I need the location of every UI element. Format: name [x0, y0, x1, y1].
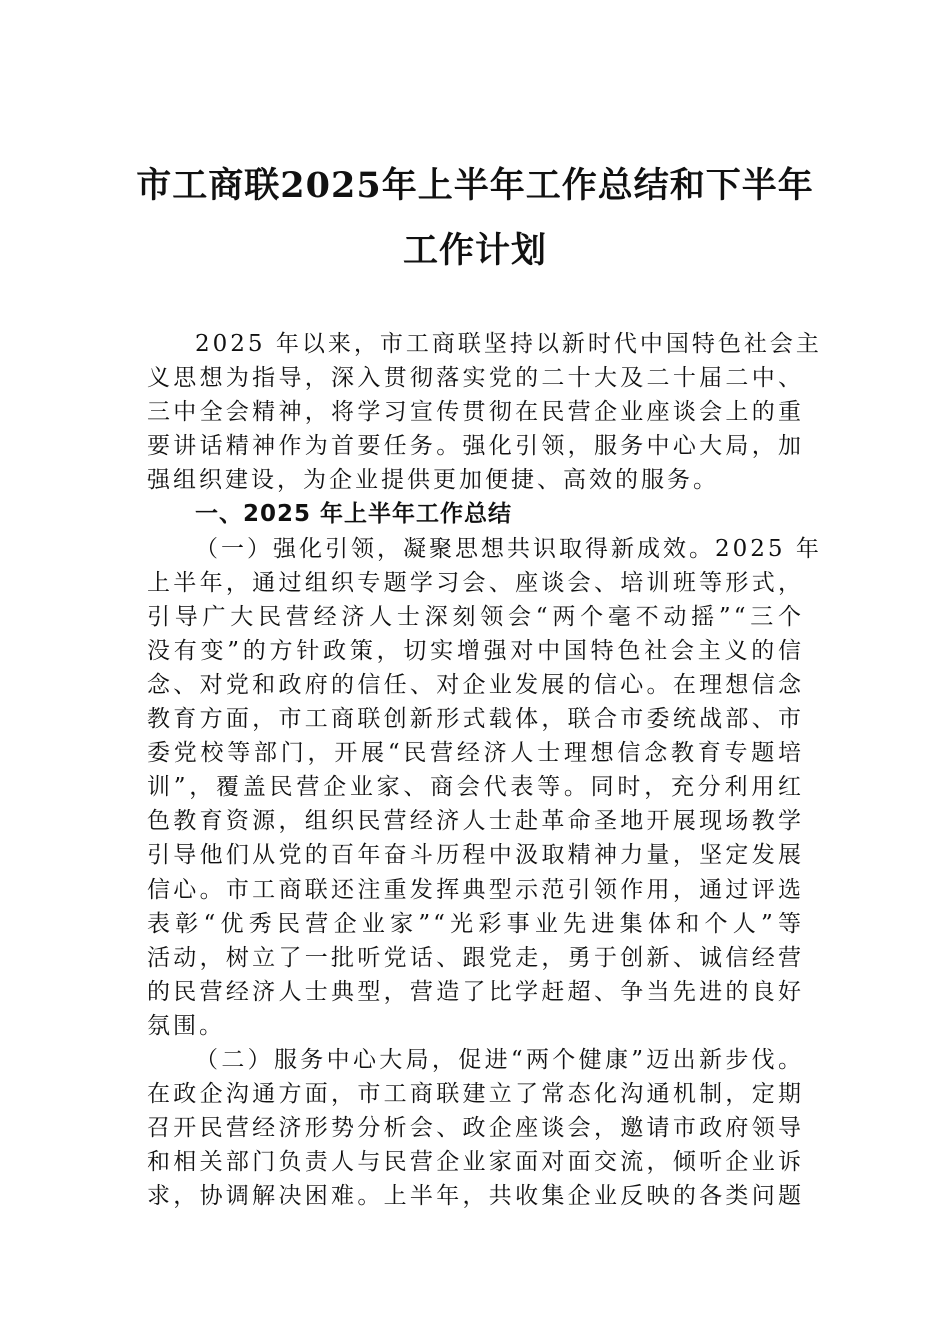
section-heading: 一、2025 年上半年工作总结: [195, 501, 513, 528]
body-line: 要讲话精神作为首要任务。强化引领，服务中心大局，加: [147, 433, 804, 460]
body-line: 和相关部门负责人与民营企业家面对面交流，倾听企业诉: [147, 1149, 804, 1176]
body-line: 义思想为指导，深入贯彻落实党的二十大及二十届二中、: [147, 365, 804, 392]
body-line: 活动，树立了一批听党话、跟党走，勇于创新、诚信经营: [147, 944, 804, 971]
body-line: 引导广大民营经济人士深刻领会“两个毫不动摇”“三个: [147, 603, 804, 630]
document-title-line-1: 市工商联2025年上半年工作总结和下半年: [136, 165, 814, 206]
body-line: 引导他们从党的百年奋斗历程中汲取精神力量，坚定发展: [147, 842, 804, 869]
body-line: 信心。市工商联还注重发挥典型示范引领作用，通过评选: [147, 876, 804, 903]
body-line: 强组织建设，为企业提供更加便捷、高效的服务。: [147, 467, 719, 494]
body-line: 召开民营经济形势分析会、政企座谈会，邀请市政府领导: [147, 1115, 804, 1142]
body-line: （二）服务中心大局，促进“两个健康”迈出新步伐。: [195, 1046, 804, 1073]
document-body: [147, 327, 822, 1213]
body-line: 2025 年以来，市工商联坚持以新时代中国特色社会主: [195, 331, 822, 357]
body-line: 氛围。: [147, 1012, 225, 1039]
body-line: 没有变”的方针政策，切实增强对中国特色社会主义的信: [147, 637, 804, 664]
body-line: 在政企沟通方面，市工商联建立了常态化沟通机制，定期: [147, 1081, 804, 1108]
body-line: 上半年，通过组织专题学习会、座谈会、培训班等形式，: [147, 569, 804, 596]
body-line: 的民营经济人士典型，营造了比学赶超、争当先进的良好: [147, 978, 804, 1005]
body-line: 念、对党和政府的信任、对企业发展的信心。在理想信念: [147, 671, 804, 698]
body-line: 委党校等部门，开展“民营经济人士理想信念教育专题培: [147, 740, 804, 767]
body-line: 三中全会精神，将学习宣传贯彻在民营企业座谈会上的重: [147, 399, 804, 426]
body-line: 色教育资源，组织民营经济人士赴革命圣地开展现场教学: [147, 808, 804, 835]
document-title-line-2: 工作计划: [402, 230, 547, 271]
body-line: 教育方面，市工商联创新形式载体，联合市委统战部、市: [147, 706, 804, 733]
body-line: 求，协调解决困难。上半年，共收集企业反映的各类问题: [147, 1183, 804, 1210]
body-line: 训”，覆盖民营企业家、商会代表等。同时，充分利用红: [147, 774, 804, 801]
body-line: （一）强化引领，凝聚思想共识取得新成效。2025 年: [195, 535, 822, 562]
body-line: 表彰“优秀民营企业家”“光彩事业先进集体和个人”等: [147, 910, 804, 937]
